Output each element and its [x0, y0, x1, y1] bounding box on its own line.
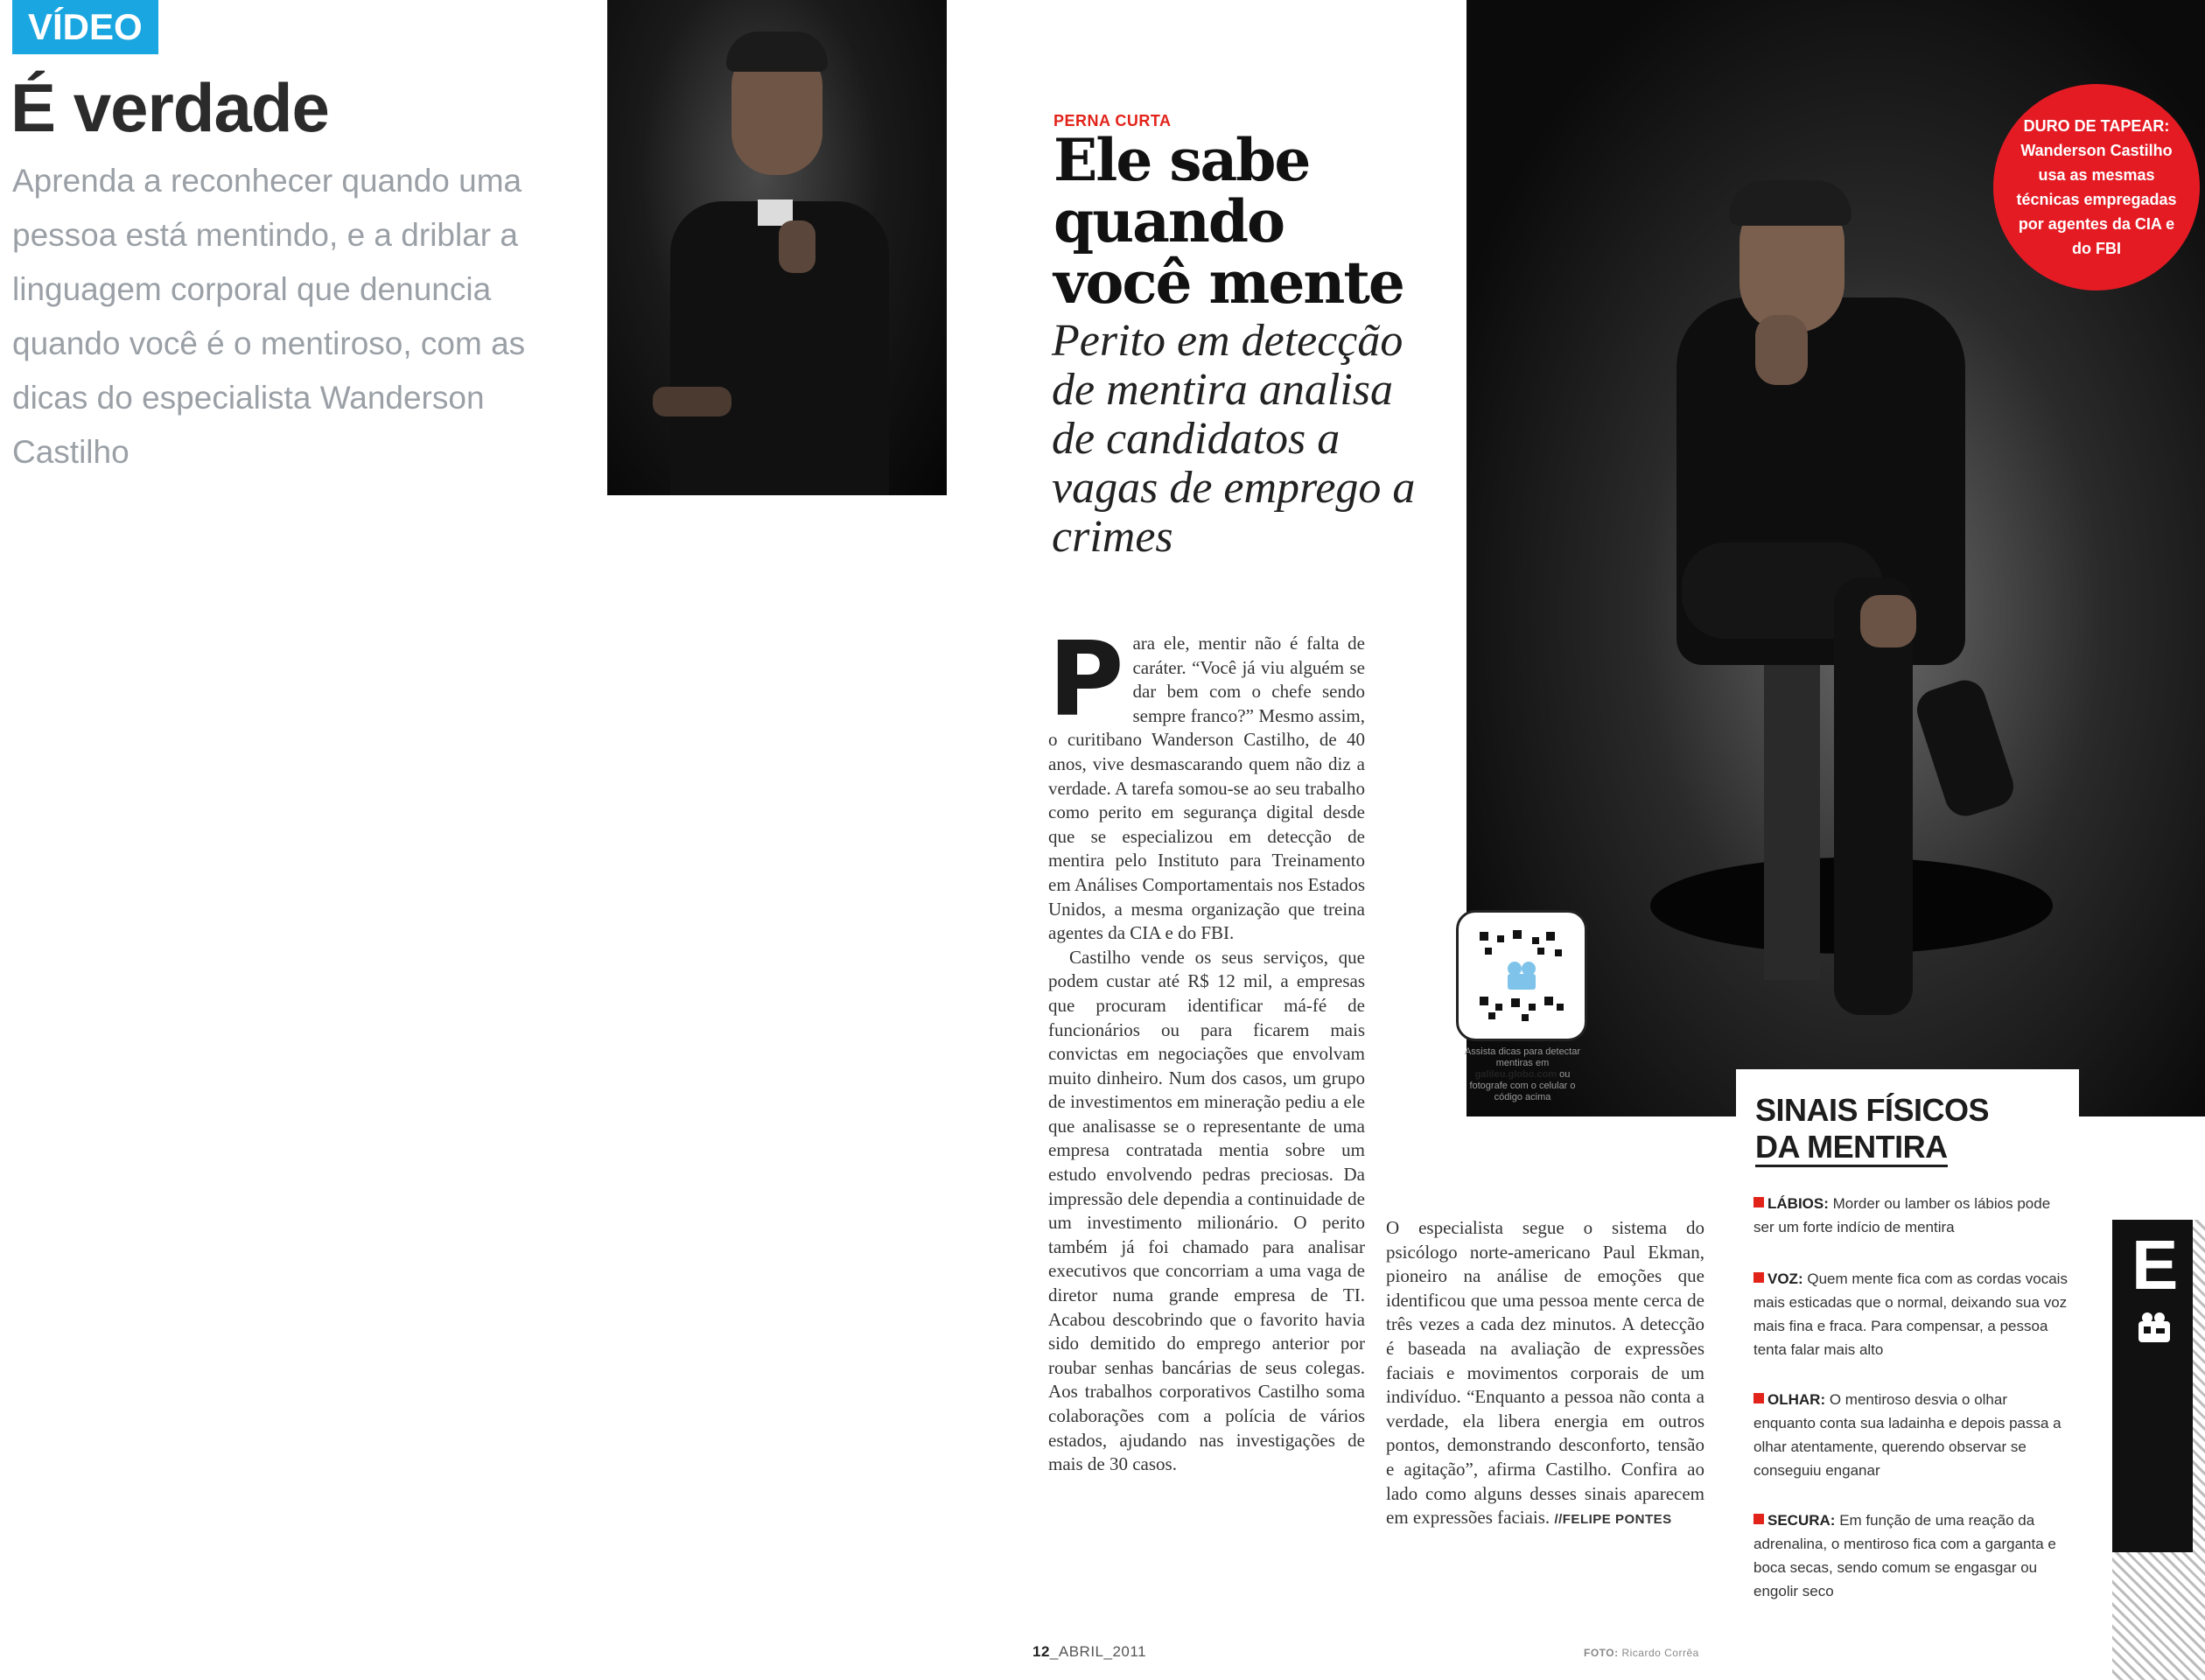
article-kicker: PERNA CURTA	[1054, 112, 1172, 130]
qr-caption: Assista dicas para detectar mentiras em galileu.globo.com ou fotografe com o celular o código acima	[1464, 1046, 1581, 1102]
qr-pattern-icon	[1459, 913, 1585, 1039]
article-paragraph-1: ara ele, mentir não é falta de caráter. “Você já viu alguém se dar bem com o chefe sendo sempre franco?” Mesmo assim, o curitibano Wanderson Castilho, de 40 anos, vive desmascarando quem não diz a verdade. A tarefa somou-se ao seu trabalho como perito em segurança digital desde que se especializou em detecção de mentira pelo Instituto para Treinamento em Análises Comportamentais nos Estados Unidos, a mesma organização que treina agentes da CIA e do FBI.	[1048, 633, 1365, 944]
sign-item-secura: SECURA: Em função de uma reação da adrenalina, o mentiroso fica com a garganta e boca secas, sendo comum se engasgar ou engolir seco	[1754, 1512, 2056, 1600]
bullet-square-icon	[1754, 1393, 1764, 1404]
page-folio	[1032, 1643, 1146, 1661]
photo-credit: FOTO: Ricardo Corrêa	[1584, 1647, 1699, 1659]
page-number: 12	[1032, 1643, 1050, 1660]
section-letter: E	[2132, 1226, 2179, 1304]
article-paragraph-2: Castilho vende os seus serviços, que podem custar até R$ 12 mil, a empresas que procuram identificar má-fé de funcionários ou para ficarem mais convictas em negociações que envolvam muito dinheiro. Num dos casos, um grupo de investimentos em mineração pediu a ele que analisasse se o representante de uma empresa contratada mentia sobre um estudo envolvendo pedras preciosas. Da impressão dele dependia a continuidade de um investimento milionário. O perito também já foi chamado para analisar executivos que concorriam a uma vaga de diretor numa grande empresa de TI. Acabou descobrindo que o favorito havia sido demitido do emprego anterior por roubar senhas bancárias de seus colegas. Aos trabalhos corporativos Castilho soma colaborações com a polícia de vários estados, ajudando nas investigações de mais de 30 casos.	[1048, 946, 1365, 1475]
sign-item-voz: VOZ: Quem mente fica com as cordas vocais mais esticadas que o normal, deixando sua voz mais fina e fraca. Para compensar, a pessoa tenta falar mais alto	[1754, 1270, 2068, 1358]
portrait-photo-small	[607, 0, 947, 495]
sign-item-labios: LÁBIOS: Morder ou lamber os lábios pode ser um forte indício de mentira	[1754, 1195, 2051, 1236]
promo-subtitle: Aprenda a reconhecer quando uma pessoa está mentindo, e a driblar a linguagem corporal que denuncia quando você é o mentiroso, com as dicas do especialista Wanderson Castilho	[12, 163, 526, 470]
article-signature: //FELIPE PONTES	[1554, 1512, 1672, 1528]
article-deck: Perito em detecção de mentira analisa de candidatos a vagas de emprego a crimes	[1052, 316, 1416, 562]
video-badge: VÍDEO	[12, 0, 158, 54]
bullet-square-icon	[1754, 1514, 1764, 1524]
article-headline: Ele sabe quando você mente	[1054, 126, 1404, 317]
qr-link[interactable]: galileu.globo.com	[1474, 1069, 1558, 1080]
article-column-1	[1048, 619, 1365, 1477]
issue-date: _ABRIL_2011	[1049, 1643, 1147, 1660]
drop-cap: P	[1048, 619, 1124, 739]
sign-item-olhar: OLHAR: O mentiroso desvia o olhar enquanto conta sua ladainha e depois passa a olhar atentamente, querendo observar se conseguiu enganar	[1754, 1391, 2062, 1479]
bullet-square-icon	[1754, 1197, 1764, 1208]
photo-caption-bubble: DURO DE TAPEAR: Wanderson Castilho usa as mesmas técnicas empregadas por agentes da CIA e do FBI	[1993, 84, 2200, 290]
promo-title: É verdade	[10, 69, 329, 146]
bullet-square-icon	[1754, 1272, 1764, 1283]
article-paragraph-3: O especialista segue o sistema do psicólogo norte-americano Paul Ekman, pioneiro na análise de emoções que identificou que uma pessoa mente cerca de três vezes a cada dez minutos. A detecção é baseada na avaliação de expressões faciais e movimentos corporais de um indivíduo. “Enquanto a pessoa não conta a verdade, ela libera energia em outros pontos, demonstrando desconforto, tensão e agitação”, afirma Castilho. Confira ao lado como alguns desses sinais aparecem em expressões faciais.	[1386, 1217, 1704, 1529]
camera-icon	[2135, 1309, 2174, 1348]
sidebar-title: SINAIS FÍSICOS DA MENTIRA	[1755, 1092, 1989, 1166]
article-column-2	[1386, 1216, 1704, 1532]
qr-code-icon[interactable]	[1456, 910, 1587, 1041]
